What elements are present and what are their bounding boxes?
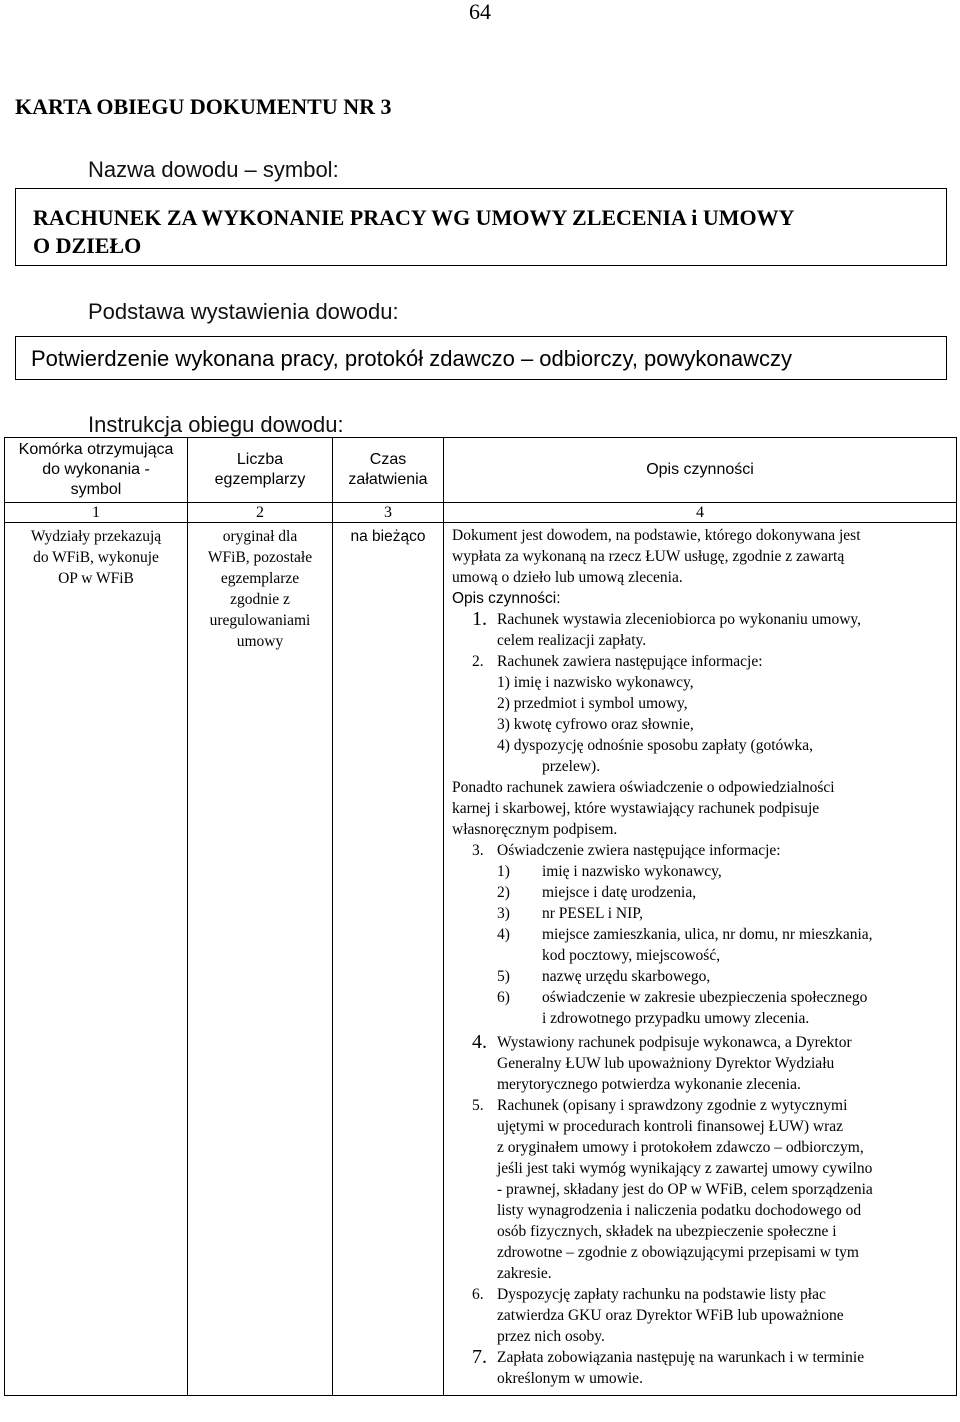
item-lead: Oświadczenie zwiera następujące informacje:	[497, 842, 781, 859]
sub-item	[497, 882, 873, 903]
cell-time: na bieżąco	[333, 523, 444, 1396]
item-number: 6.	[472, 1286, 484, 1303]
header-line: załatwienia	[348, 471, 428, 488]
page-number: 64	[469, 0, 491, 24]
header-line: egzemplarzy	[214, 471, 306, 488]
header-line: Liczba	[236, 451, 284, 468]
sub-item	[497, 924, 873, 966]
sub-item: 2) przedmiot i symbol umowy,	[497, 695, 688, 712]
sub-item	[497, 903, 873, 924]
item-line: merytorycznego potwierdza wykonanie zlecenia.	[497, 1076, 801, 1093]
table-header-row	[5, 438, 957, 503]
item-line: Zapłata zobowiązania następuję na warunkach i w terminie	[497, 1349, 865, 1366]
document-name-line: O DZIEŁO	[33, 233, 142, 258]
header-copies	[188, 438, 333, 503]
intro-line: umową o dzieło lub umową zlecenia.	[452, 569, 683, 586]
item-line: - prawnej, składany jest do OP w WFiB, celem sporządzenia	[497, 1181, 873, 1198]
cell-line: do WFiB, wykonuje	[33, 549, 159, 566]
item-line: z oryginałem umowy i protokołem zdawczo – odbiorczym,	[497, 1139, 864, 1156]
document-name-label: Nazwa dowodu – symbol:	[88, 157, 339, 182]
ponadto-line: własnoręcznym podpisem.	[452, 821, 618, 838]
item-line: listy wynagrodzenia i naliczenia podatku dochodowego od	[497, 1202, 862, 1219]
column-number: 4	[444, 503, 957, 523]
sub-item: 4) dyspozycję odnośnie sposobu zapłaty (gotówka,	[497, 737, 813, 754]
item-line: osób fizycznych, składek na ubezpieczenie społeczne i	[497, 1223, 837, 1240]
sub-item	[497, 966, 873, 987]
item-line: Rachunek (opisany i sprawdzony zgodnie z wytycznymi	[497, 1097, 848, 1114]
basis-box	[15, 336, 947, 380]
list-item	[452, 1032, 948, 1095]
document-name-line: RACHUNEK ZA WYKONANIE PRACY WG UMOWY ZLECENIA i UMOWY	[33, 205, 795, 230]
item-line: zatwierdza GKU oraz Dyrektor WFiB lub upoważnione	[497, 1307, 844, 1324]
sub-item	[497, 861, 873, 882]
header-line: Komórka otrzymująca	[18, 441, 174, 458]
cell-line: oryginał dla	[222, 528, 298, 545]
sub-number: 4)	[497, 926, 510, 943]
list-item	[452, 1284, 948, 1347]
list-item	[452, 840, 948, 1029]
cell-line: OP w WFiB	[58, 570, 134, 587]
item-line: określonym w umowie.	[497, 1370, 643, 1387]
cell-description	[444, 523, 957, 1396]
sub-item	[497, 987, 873, 1029]
sub-number: 2)	[497, 884, 510, 901]
column-number: 3	[333, 503, 444, 523]
cell-line: egzemplarze	[220, 570, 300, 587]
column-number: 1	[5, 503, 188, 523]
intro-line: wypłata za wykonaną na rzecz ŁUW usługę, zgodnie z zawartą	[452, 548, 845, 565]
item-line: zdrowotne – zgodnie z obowiązującymi przepisami w tym	[497, 1244, 859, 1261]
sub-number: 1)	[497, 863, 510, 880]
sub-item-continuation: przelew).	[542, 758, 601, 775]
sub-text: miejsce i datę urodzenia,	[542, 884, 697, 901]
item-line: zakresie.	[497, 1265, 552, 1282]
list-item	[452, 1347, 948, 1389]
list-item	[452, 1095, 948, 1284]
cell-line: WFiB, pozostałe	[207, 549, 313, 566]
instruction-label: Instrukcja obiegu dowodu:	[88, 412, 344, 437]
basis-value: Potwierdzenie wykonana pracy, protokół zdawczo – odbiorczy, powykonawczy	[31, 346, 792, 371]
item-number: 3.	[472, 842, 484, 859]
sub-text: nr PESEL i NIP,	[542, 905, 644, 922]
header-receiving-unit	[5, 438, 188, 503]
item-line: przez nich osoby.	[497, 1328, 605, 1345]
sub-text: nazwę urzędu skarbowego,	[542, 968, 711, 985]
document-title: KARTA OBIEGU DOKUMENTU NR 3	[15, 94, 392, 119]
header-line: symbol	[70, 481, 122, 498]
ponadto-line: karnej i skarbowej, które wystawiający rachunek podpisuje	[452, 800, 820, 817]
sub-number: 5)	[497, 968, 510, 985]
column-number: 2	[188, 503, 333, 523]
sub-number: 6)	[497, 989, 510, 1006]
table-row	[5, 523, 957, 1396]
header-line: Czas	[369, 451, 407, 468]
item-line: Generalny ŁUW lub upoważniony Dyrektor Wydziału	[497, 1055, 835, 1072]
cell-receiving-unit	[5, 523, 188, 1396]
header-time	[333, 438, 444, 503]
header-description: Opis czynności	[444, 438, 957, 503]
item-line: Wystawiony rachunek podpisuje wykonawca, a Dyrektor	[497, 1034, 852, 1051]
item-number: 4.	[472, 1031, 487, 1053]
basis-label: Podstawa wystawienia dowodu:	[88, 299, 399, 324]
cell-line: zgodnie z	[230, 591, 290, 608]
item-number: 2.	[472, 653, 484, 670]
item-line: jeśli jest taki wymóg wynikający z zawartej umowy cywilno	[497, 1160, 873, 1177]
item-line: Rachunek wystawia zleceniobiorca po wykonaniu umowy,	[497, 611, 862, 628]
column-number-row	[5, 503, 957, 523]
cell-line: Wydziały przekazują	[30, 528, 162, 545]
item-number: 5.	[472, 1097, 484, 1114]
sub-text: oświadczenie w zakresie ubezpieczenia społecznego	[542, 989, 868, 1006]
sub-text: imię i nazwisko wykonawcy,	[542, 863, 722, 880]
item-lead: Rachunek zawiera następujące informacje:	[497, 653, 763, 670]
sub-number: 3)	[497, 905, 510, 922]
item-line: Dyspozycję zapłaty rachunku na podstawie listy płac	[497, 1286, 826, 1303]
opis-label: Opis czynności:	[452, 590, 561, 607]
sub-text: miejsce zamieszkania, ulica, nr domu, nr mieszkania,	[542, 926, 873, 943]
sub-text-continuation: kod pocztowy, miejscowość,	[542, 947, 721, 964]
cell-line: umowy	[236, 633, 284, 650]
ponadto-line: Ponadto rachunek zawiera oświadczenie o odpowiedzialności	[452, 779, 835, 796]
item-number: 7.	[472, 1346, 487, 1368]
item-number: 1.	[472, 608, 487, 630]
item-line: ujętymi w procedurach kontroli finansowej ŁUW) wraz	[497, 1118, 844, 1135]
cell-copies	[188, 523, 333, 1396]
item-line: celem realizacji zapłaty.	[497, 632, 647, 649]
cell-line: uregulowaniami	[209, 612, 311, 629]
list-item	[452, 651, 948, 777]
sub-item: 3) kwotę cyfrowo oraz słownie,	[497, 716, 694, 733]
document-flow-table	[4, 437, 957, 1396]
sub-item: 1) imię i nazwisko wykonawcy,	[497, 674, 694, 691]
header-line: do wykonania -	[42, 461, 150, 478]
intro-line: Dokument jest dowodem, na podstawie, którego dokonywana jest	[452, 527, 861, 544]
sub-text-continuation: i zdrowotnego przypadku umowy zlecenia.	[542, 1010, 810, 1027]
document-name-box	[15, 188, 947, 266]
list-item	[452, 609, 948, 651]
